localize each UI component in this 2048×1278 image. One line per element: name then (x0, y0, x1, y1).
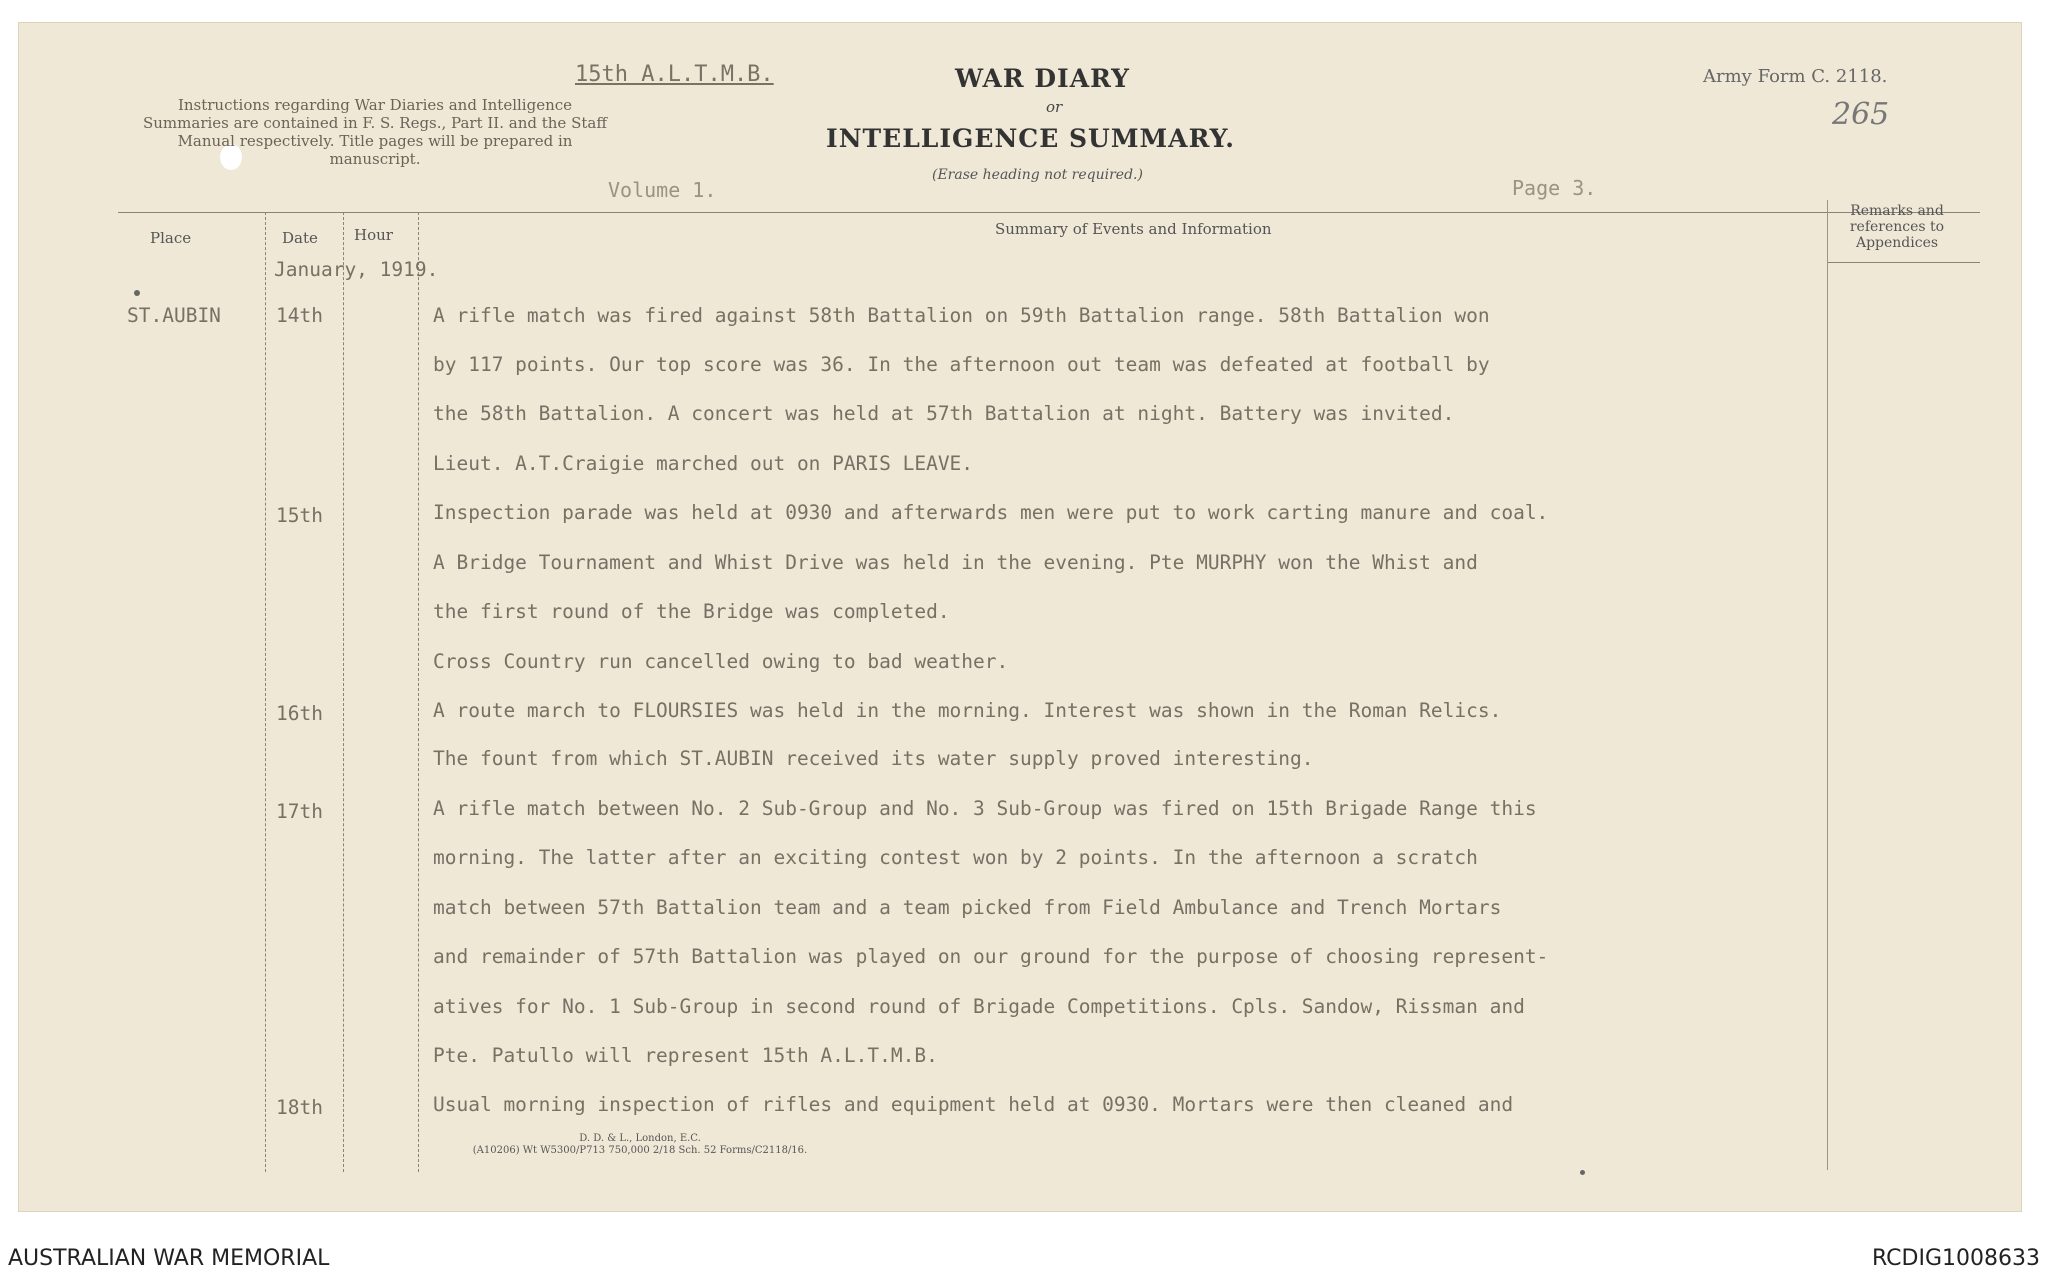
printer-line-1: D. D. & L., London, E.C. (579, 1133, 701, 1144)
instructions-text: Instructions regarding War Diaries and Intelligence Summaries are contained in F. S. Regs., Part II. and the Staff Manual respectively. Title pages will be prepared in manuscript. (143, 96, 607, 168)
entry-date: 14th (276, 304, 323, 327)
column-header-date: Date (282, 229, 318, 247)
entry-line: Cross Country run cancelled owing to bad weather. (433, 650, 1009, 673)
entry-date: 17th (276, 800, 323, 823)
entry-line: Lieut. A.T.Craigie marched out on PARIS LEAVE. (433, 452, 974, 475)
page-label: Page 3. (1512, 176, 1597, 200)
entry-line: Usual morning inspection of rifles and equipment held at 0930. Mortars were then cleaned and (433, 1093, 1514, 1116)
entry-place: ST.AUBIN (127, 304, 221, 327)
hour-summary-divider (418, 212, 419, 1172)
unit-name: 15th A.L.T.M.B. (575, 62, 774, 87)
entry-line: the first round of the Bridge was completed. (433, 600, 950, 623)
title-or: or (1046, 98, 1063, 116)
entry-line: A route march to FLOURSIES was held in the morning. Interest was shown in the Roman Relics. (433, 699, 1502, 722)
printer-line-2: (A10206) Wt W5300/P713 750,000 2/18 Sch. 52 Forms/C2118/16. (472, 1145, 808, 1156)
ink-dot (134, 290, 140, 296)
column-header-summary: Summary of Events and Information (995, 220, 1272, 238)
printer-imprint (450, 1133, 830, 1157)
entry-date: 15th (276, 504, 323, 527)
table-top-rule (118, 212, 1980, 213)
entry-line: atives for No. 1 Sub-Group in second round of Brigade Competitions. Cpls. Sandow, Rissman and (433, 995, 1525, 1018)
entry-line: Inspection parade was held at 0930 and afterwards men were put to work carting manure and coal. (433, 501, 1549, 524)
remarks-header-rule (1827, 262, 1980, 263)
column-header-hour: Hour (354, 226, 393, 244)
entry-line: Pte. Patullo will represent 15th A.L.T.M.B. (433, 1044, 938, 1067)
volume-label: Volume 1. (608, 178, 717, 202)
entry-line: by 117 points. Our top score was 36. In the afternoon out team was defeated at football by (433, 353, 1490, 376)
entry-date: 16th (276, 702, 323, 725)
archive-reference: RCDIG1008633 (1871, 1246, 2040, 1271)
entry-line: the 58th Battalion. A concert was held at 57th Battalion at night. Battery was invited. (433, 402, 1455, 425)
entry-line: A rifle match between No. 2 Sub-Group and No. 3 Sub-Group was fired on 15th Brigade Range this (433, 797, 1537, 820)
entry-line: A Bridge Tournament and Whist Drive was held in the evening. Pte MURPHY won the Whist and (433, 551, 1478, 574)
entry-line: The fount from which ST.AUBIN received its water supply proved interesting. (433, 747, 1314, 770)
army-form-number: Army Form C. 2118. (1703, 66, 1888, 87)
place-date-divider (265, 212, 266, 1172)
diary-sheet (18, 22, 2022, 1212)
column-header-place: Place (150, 229, 192, 247)
entry-date: 18th (276, 1096, 323, 1119)
summary-remarks-divider (1827, 200, 1828, 1170)
month-heading: January, 1919. (274, 258, 439, 281)
column-header-remarks: Remarks and references to Appendices (1849, 203, 1945, 251)
erase-note: (Erase heading not required.) (932, 167, 1143, 183)
date-hour-divider (343, 212, 344, 1172)
entry-line: A rifle match was fired against 58th Battalion on 59th Battalion range. 58th Battalion won (433, 304, 1490, 327)
entry-line: morning. The latter after an exciting contest won by 2 points. In the afternoon a scratch (433, 846, 1478, 869)
ink-dot (1580, 1170, 1585, 1175)
title-intelligence-summary: INTELLIGENCE SUMMARY. (826, 124, 1235, 153)
entry-line: and remainder of 57th Battalion was played on our ground for the purpose of choosing represent- (433, 945, 1549, 968)
title-war-diary: WAR DIARY (955, 64, 1130, 93)
archive-credit: AUSTRALIAN WAR MEMORIAL (8, 1246, 330, 1271)
entry-line: match between 57th Battalion team and a team picked from Field Ambulance and Trench Mortars (433, 896, 1502, 919)
handwritten-page-number: 265 (1832, 97, 1890, 132)
